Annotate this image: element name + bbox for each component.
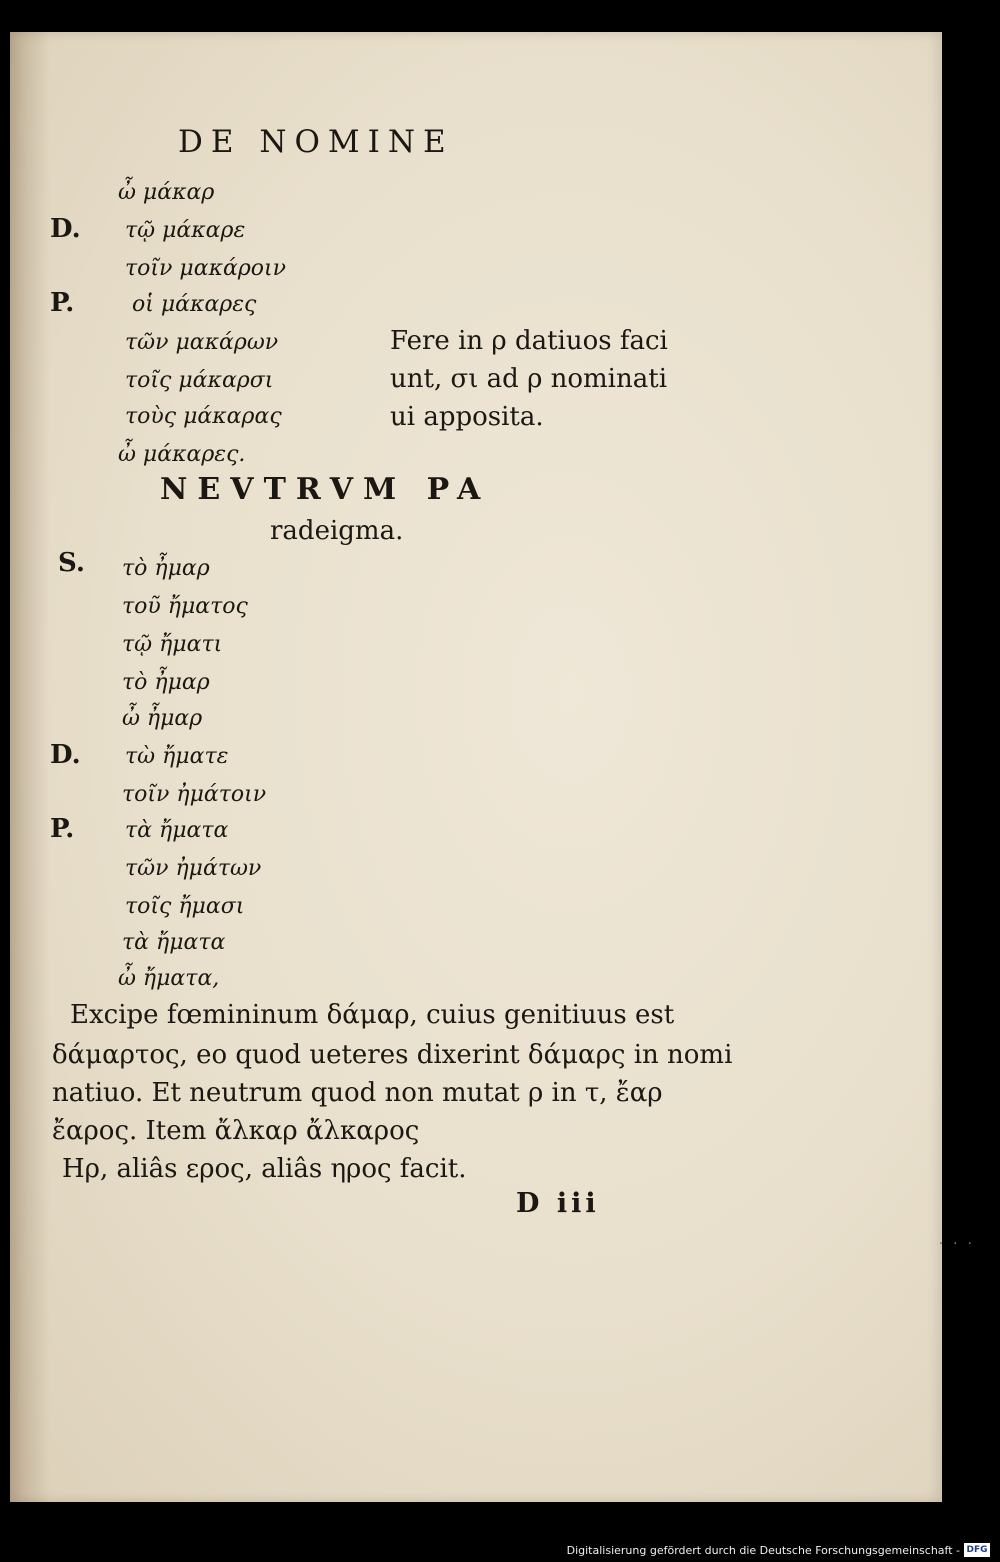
label-dual: D. — [50, 740, 81, 770]
form-line: τὸ ἦμαρ — [122, 670, 210, 695]
form-line: τῷ μάκαρε — [125, 218, 246, 243]
form-line: τοῖν ἠμάτοιν — [122, 782, 267, 807]
paragraph-line: Ηρ, aliâs ερος, aliâs ηρος facit. — [62, 1154, 467, 1184]
running-head: DE NOMINE — [178, 124, 454, 160]
signature-mark: D iii — [516, 1188, 600, 1219]
paragraph-line: δάμαρτος, eo quod ueteres dixerint δάμαρς in nomi — [52, 1040, 733, 1070]
form-line: τοῖς ἤμασι — [125, 894, 245, 919]
side-note-line: unt, σι ad ρ nominati — [390, 364, 668, 394]
form-line: τὰ ἤματα — [122, 930, 226, 955]
form-line: ὦ μάκαρ — [118, 180, 215, 205]
form-line: τῷ ἤματι — [122, 632, 223, 657]
label-plural: P. — [50, 288, 75, 318]
form-line: τοῦ ἤματος — [122, 594, 248, 619]
edge-marks: ··· — [938, 1236, 982, 1252]
form-line: ὦ μάκαρες. — [118, 442, 246, 467]
side-note-line: Fere in ρ datiuos faci — [390, 326, 668, 356]
label-plural: P. — [50, 814, 75, 844]
section-heading-cont: radeigma. — [270, 516, 404, 546]
form-line: οἱ μάκαρες — [132, 292, 257, 317]
form-line: τὼ ἤματε — [125, 744, 229, 769]
paragraph-line: natiuo. Et neutrum quod non mutat ρ in τ, ἔαρ — [52, 1078, 663, 1108]
side-note-line: ui apposita. — [390, 402, 544, 432]
form-line: τὰ ἤματα — [125, 818, 229, 843]
paragraph-line: ἔαρος. Item ἄλκαρ ἄλκαρος — [52, 1116, 420, 1146]
form-line: τοὺς μάκαρας — [125, 404, 282, 429]
form-line: ὦ ἦμαρ — [122, 706, 203, 731]
section-heading: NEVTRVM PA — [160, 472, 491, 507]
digitization-credit: Digitalisierung gefördert durch die Deutsche Forschungsgemeinschaft - — [566, 1544, 960, 1557]
paragraph-line: Excipe fœmininum δάμαρ, cuius genitiuus est — [70, 1000, 675, 1030]
label-dual: D. — [50, 214, 81, 244]
dfg-logo: DFG — [964, 1543, 990, 1557]
form-line: ὦ ἤματα, — [118, 966, 220, 991]
form-line: τοῖν μακάροιν — [125, 256, 287, 281]
binding-shadow — [10, 32, 50, 1502]
form-line: τῶν μακάρων — [125, 330, 279, 355]
label-singular: S. — [58, 548, 85, 578]
form-line: τῶν ἠμάτων — [125, 856, 262, 881]
form-line: τοῖς μάκαρσι — [125, 368, 274, 393]
form-line: τὸ ἦμαρ — [122, 556, 210, 581]
